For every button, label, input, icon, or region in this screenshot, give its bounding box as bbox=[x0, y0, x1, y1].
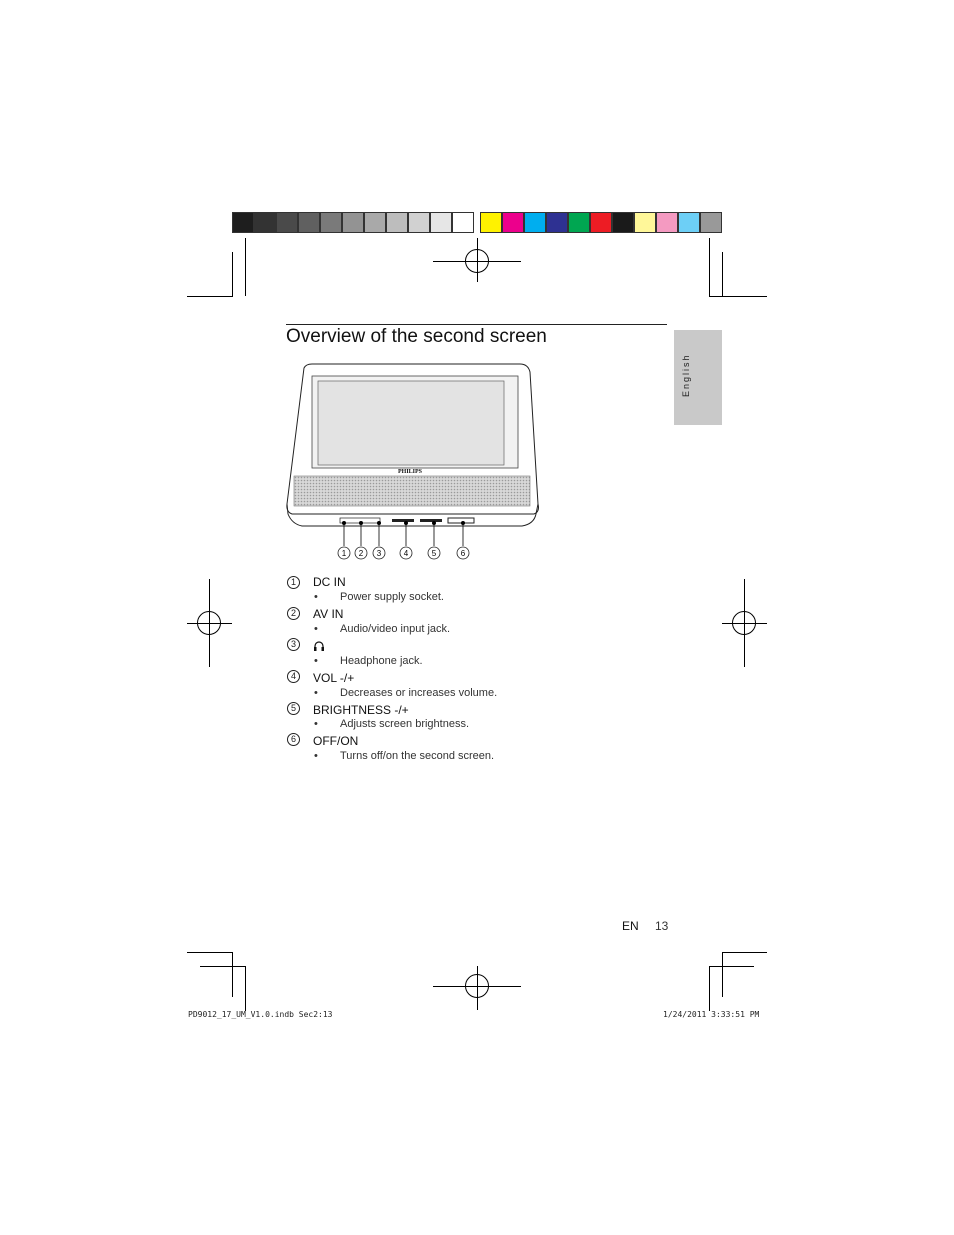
item-label: OFF/ON bbox=[313, 734, 359, 748]
svg-text:6: 6 bbox=[460, 549, 466, 558]
gray-swatch bbox=[320, 212, 342, 233]
item-number: 4 bbox=[287, 670, 300, 683]
color-swatch bbox=[700, 212, 722, 233]
svg-text:2: 2 bbox=[358, 549, 364, 558]
gray-swatch bbox=[232, 212, 254, 233]
item-number: 1 bbox=[287, 576, 300, 589]
item-description: Decreases or increases volume. bbox=[340, 687, 498, 699]
callout-3 bbox=[373, 547, 385, 559]
color-swatch bbox=[656, 212, 678, 233]
item-label: BRIGHTNESS -/+ bbox=[313, 703, 409, 717]
device-brand-label: PHILIPS bbox=[397, 469, 423, 475]
item-description: Turns off/on the second screen. bbox=[340, 750, 495, 762]
item-description: Headphone jack. bbox=[340, 655, 423, 667]
footer-date-info: 1/24/2011 3:33:51 PM bbox=[663, 1010, 760, 1019]
second-screen-illustration bbox=[282, 362, 544, 562]
callout-6 bbox=[457, 547, 469, 559]
callout-5 bbox=[428, 547, 440, 559]
gray-swatch bbox=[298, 212, 320, 233]
footer-file-info: PD9012_17_UM_V1.0.indb Sec2:13 bbox=[188, 1010, 333, 1019]
color-swatch bbox=[546, 212, 568, 233]
color-swatch bbox=[634, 212, 656, 233]
item-number: 3 bbox=[287, 638, 300, 651]
item-bullet: • bbox=[314, 655, 318, 667]
item-description: Power supply socket. bbox=[340, 591, 444, 603]
page-number: 13 bbox=[655, 919, 669, 933]
item-label: VOL -/+ bbox=[313, 671, 355, 685]
svg-text:1: 1 bbox=[341, 549, 347, 558]
item-bullet: • bbox=[314, 623, 318, 635]
heading-rule bbox=[286, 324, 667, 325]
gray-swatch bbox=[364, 212, 386, 233]
gray-swatch bbox=[408, 212, 430, 233]
item-bullet: • bbox=[314, 750, 318, 762]
color-swatch bbox=[524, 212, 546, 233]
item-label: DC IN bbox=[313, 575, 346, 589]
language-tab-label: English bbox=[681, 353, 691, 397]
svg-text:4: 4 bbox=[403, 549, 409, 558]
item-bullet: • bbox=[314, 591, 318, 603]
gray-swatch bbox=[276, 212, 298, 233]
headphone-icon bbox=[313, 640, 325, 652]
gray-swatch bbox=[452, 212, 474, 233]
svg-text:3: 3 bbox=[376, 549, 382, 558]
item-number: 2 bbox=[287, 607, 300, 620]
gray-swatch bbox=[430, 212, 452, 233]
item-bullet: • bbox=[314, 718, 318, 730]
item-description: Audio/video input jack. bbox=[340, 623, 451, 635]
item-number: 5 bbox=[287, 702, 300, 715]
item-number: 6 bbox=[287, 733, 300, 746]
gray-swatch bbox=[386, 212, 408, 233]
gray-swatch bbox=[342, 212, 364, 233]
color-swatch bbox=[678, 212, 700, 233]
callout-4 bbox=[400, 547, 412, 559]
item-label: AV IN bbox=[313, 607, 344, 621]
callout-2 bbox=[355, 547, 367, 559]
callout-1 bbox=[338, 547, 350, 559]
item-description: Adjusts screen brightness. bbox=[340, 718, 470, 730]
color-swatch bbox=[480, 212, 502, 233]
item-bullet: • bbox=[314, 687, 318, 699]
svg-text:5: 5 bbox=[431, 549, 437, 558]
page-title: Overview of the second screen bbox=[286, 326, 547, 347]
gray-swatch bbox=[254, 212, 276, 233]
page-language-code: EN bbox=[622, 919, 639, 933]
color-swatch bbox=[590, 212, 612, 233]
color-swatch bbox=[568, 212, 590, 233]
color-swatch bbox=[612, 212, 634, 233]
color-swatch bbox=[502, 212, 524, 233]
